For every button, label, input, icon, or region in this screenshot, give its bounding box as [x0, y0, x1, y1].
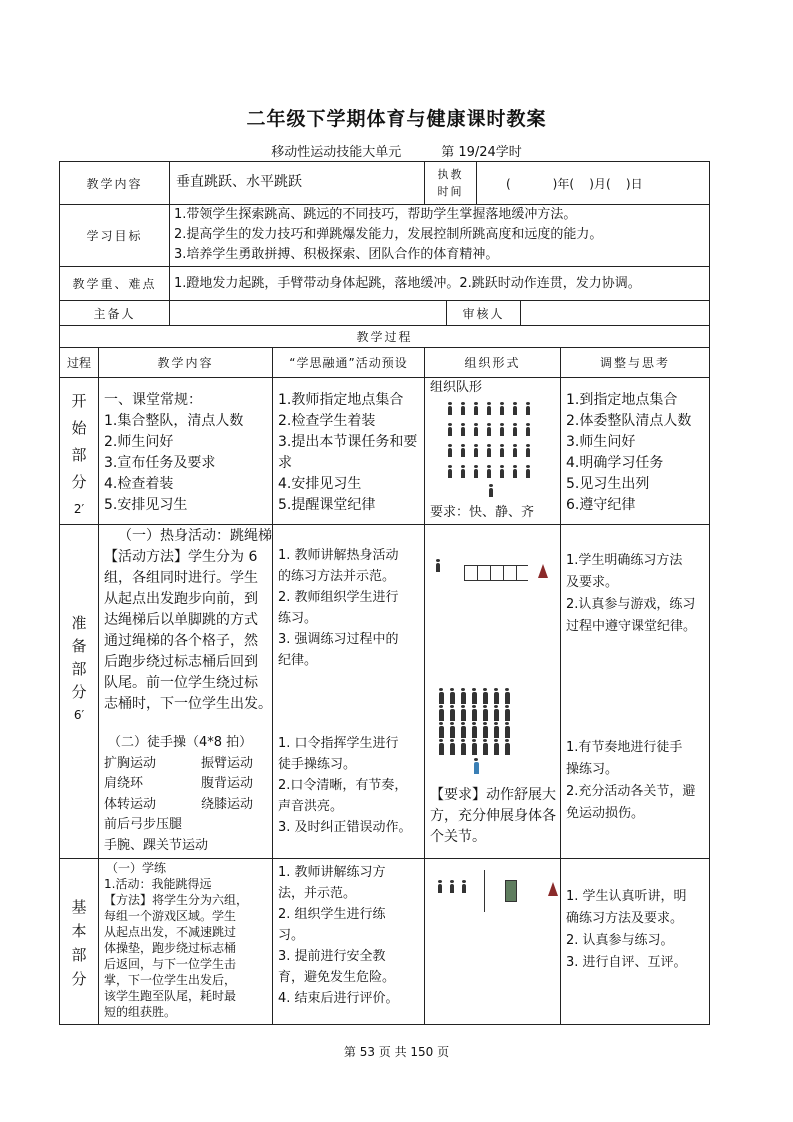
student-icon	[483, 743, 488, 755]
student-icon	[500, 427, 504, 436]
prep-exercise: （二）徒手操（4*8 拍） 扩胸运动 振臂运动 肩绕环 腹背运动 体转运动 绕膝运动 前后弓步压腿 手腕、踝关节运动	[104, 735, 254, 853]
student-icon	[474, 406, 478, 415]
content-value: 垂直跳跃、水平跳跃	[176, 174, 302, 190]
phase-prep: 准 备 部 分 6′	[71, 614, 87, 722]
goal-item: 2.提高学生的发力技巧和弹跳爆发能力，发展控制所跳高度和远度的能力。	[174, 227, 603, 242]
prep-activity-1: 1. 教师讲解热身活动 的练习方法并示范。 2. 教师组织学生进行 练习。 3. 强调练习过程中的 纪律。	[278, 548, 399, 668]
student-icon	[448, 448, 452, 457]
formation-diagram	[430, 400, 558, 500]
student-icon	[500, 448, 504, 457]
student-icon	[461, 726, 466, 738]
preparer-label: 主备人	[93, 306, 136, 321]
student-icon	[461, 406, 465, 415]
start-line	[484, 870, 485, 912]
student-icon	[487, 469, 491, 478]
student-icon	[472, 743, 477, 755]
student-icon	[439, 726, 444, 738]
student-icon	[438, 884, 442, 893]
student-icon	[448, 406, 452, 415]
student-icon	[439, 692, 444, 704]
prep-warmup: （一）热身活动：跳绳梯 【活动方法】学生分为 6 组，各组同时进行。学生 从起点出发跑步向前，到 达绳梯后以单脚跳的方式 通过绳梯的各个格子，然 后跑步绕过标志桶后回到 队尾。前一位学生绕过标 志桶时，下一位学生出发。	[104, 528, 272, 712]
student-icon	[526, 469, 530, 478]
reviewer-label: 审核人	[462, 306, 505, 321]
goals-list	[174, 205, 709, 265]
student-icon	[494, 743, 499, 755]
student-icon	[494, 726, 499, 738]
student-icon	[450, 709, 455, 721]
goal-item: 3.培养学生勇敢拼搏、积极探索、团队合作的体育精神。	[174, 247, 499, 262]
student-icon	[483, 709, 488, 721]
student-icon	[494, 709, 499, 721]
student-icon	[487, 406, 491, 415]
student-icon	[462, 884, 466, 893]
rope-ladder-diagram	[430, 555, 558, 589]
start-content: 一、课堂常规： 1.集合整队，清点人数 2.师生问好 3.宣布任务及要求 4.检查着装 5.安排见习生	[104, 392, 244, 513]
student-icon	[526, 427, 530, 436]
exercise-formation-diagram	[436, 688, 520, 778]
student-icon	[461, 469, 465, 478]
gym-mat-icon	[505, 880, 517, 902]
date-value: ( )年( )月( )日	[506, 177, 643, 191]
student-icon	[526, 448, 530, 457]
prep-org-requirement: 【要求】动作舒展大 方，充分伸展身体各 个关节。	[430, 787, 556, 845]
basic-adjust: 1. 学生认真听讲，明 确练习方法及要求。 2. 认真参与练习。 3. 进行自评、互评。	[566, 889, 687, 970]
student-icon	[483, 692, 488, 704]
lesson-number: 第 19/24学时	[441, 145, 522, 160]
student-icon	[439, 709, 444, 721]
student-icon	[494, 692, 499, 704]
student-icon	[487, 448, 491, 457]
student-icon	[461, 743, 466, 755]
start-adjust: 1.到指定地点集合 2.体委整队清点人数 3.师生问好 4.明确学习任务 5.见习生出列 6.遵守纪律	[566, 392, 692, 513]
prep-activity-2: 1. 口令指挥学生进行 徒手操练习。 2.口令清晰，有节奏， 声音洪亮。 3. 及时纠正错误动作。	[278, 736, 412, 835]
student-icon	[461, 427, 465, 436]
student-icon	[461, 692, 466, 704]
time-label: 执教 时间	[437, 168, 464, 198]
student-icon	[436, 563, 440, 572]
basic-activity: 1. 教师讲解练习方 法，并示范。 2. 组织学生进行练 习。 3. 提前进行安全教 育，避免发生危险。 4. 结束后进行评价。	[278, 865, 399, 1006]
column-header: 组织形式	[464, 356, 521, 370]
student-icon	[487, 427, 491, 436]
student-icon	[489, 488, 493, 497]
student-icon	[461, 448, 465, 457]
student-icon	[474, 469, 478, 478]
student-icon	[500, 469, 504, 478]
student-icon	[474, 427, 478, 436]
student-icon	[474, 762, 479, 774]
student-icon	[448, 469, 452, 478]
page-footer: 第 53 页 共 150 页	[343, 1045, 450, 1059]
student-icon	[450, 726, 455, 738]
column-header: 过程	[66, 356, 91, 370]
column-header: 教学内容	[157, 356, 214, 370]
basic-content: （一）学练 1.活动：我能跳得远 【方法】将学生分为六组， 每组一个游戏区域。学生 从起点出发，不减速跳过 体操垫，跑步绕过标志桶 后返回，与下一位学生击 掌，下一位学生出发后， 该学生跑至队尾，耗时最 短的组获胜。	[104, 861, 249, 1019]
keypoints-label: 教学重、难点	[72, 277, 157, 291]
document-subtitle	[0, 141, 793, 160]
start-activity: 1.教师指定地点集合 2.检查学生着装 3.提出本节课任务和要 求 4.安排见习生 5.提醒课堂纪律	[278, 392, 418, 513]
student-icon	[448, 427, 452, 436]
cone-icon	[538, 564, 548, 578]
student-icon	[472, 692, 477, 704]
goal-item: 1.带领学生探索跳高、跳远的不同技巧，帮助学生掌握落地缓冲方法。	[174, 207, 577, 222]
student-icon	[472, 709, 477, 721]
start-org-title: 组织队形	[430, 380, 483, 395]
student-icon	[500, 406, 504, 415]
student-icon	[513, 448, 517, 457]
student-icon	[505, 743, 510, 755]
content-label: 教学内容	[86, 176, 143, 191]
student-icon	[450, 884, 454, 893]
prep-adjust-2: 1.有节奏地进行徒手 操练习。 2.充分活动各关节，避 免运动损伤。	[566, 740, 696, 821]
student-icon	[505, 709, 510, 721]
document-title: 二年级下学期体育与健康课时教案	[246, 108, 547, 130]
keypoints-value: 1.蹬地发力起跳，手臂带动身体起跳，落地缓冲。2.跳跃时动作连贯，发力协调。	[174, 276, 641, 291]
column-header: 调整与思考	[599, 356, 670, 370]
student-icon	[450, 692, 455, 704]
student-icon	[526, 406, 530, 415]
start-org-requirement: 要求：快、静、齐	[430, 505, 535, 520]
student-icon	[513, 406, 517, 415]
student-icon	[483, 726, 488, 738]
student-icon	[505, 692, 510, 704]
student-icon	[450, 743, 455, 755]
student-icon	[472, 726, 477, 738]
cone-icon	[548, 882, 558, 896]
goals-label: 学习目标	[86, 229, 143, 243]
phase-basic: 基 本 部 分	[71, 898, 87, 988]
student-icon	[461, 709, 466, 721]
column-header: “学思融通”活动预设	[289, 356, 408, 370]
rope-ladder-icon	[464, 565, 528, 581]
phase-start: 开 始 部 分 2′	[71, 392, 87, 516]
prep-adjust-1: 1.学生明确练习方法 及要求。 2.认真参与游戏，练习 过程中遵守课堂纪律。	[566, 553, 697, 634]
student-icon	[513, 469, 517, 478]
process-label: 教学过程	[356, 330, 413, 344]
unit-name: 移动性运动技能大单元	[271, 145, 402, 160]
long-jump-diagram	[430, 868, 558, 916]
student-icon	[505, 726, 510, 738]
student-icon	[439, 743, 444, 755]
student-icon	[474, 448, 478, 457]
student-icon	[513, 427, 517, 436]
